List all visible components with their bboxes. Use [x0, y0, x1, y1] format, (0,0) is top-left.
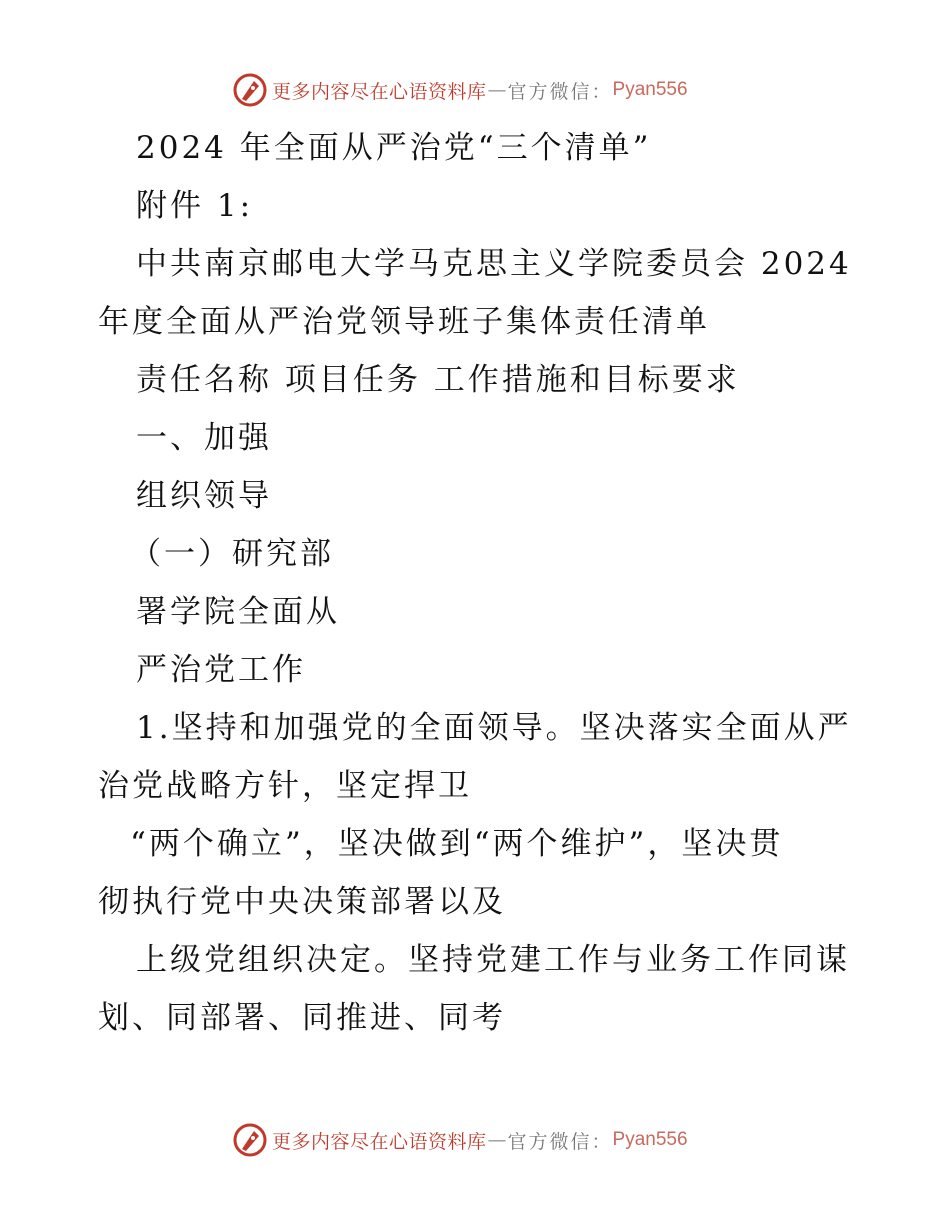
paragraph-line-4: 彻执行党中央决策部署以及 [98, 884, 506, 920]
pen-nib-logo-icon [232, 1122, 268, 1158]
heading-line-1: 中共南京邮电大学马克思主义学院委员会 2024 [136, 246, 852, 282]
watermark-footer [232, 1120, 732, 1160]
paragraph-line-5: 上级党组织决定。坚持党建工作与业务工作同谋 [136, 942, 850, 978]
watermark-wechat-label: 官方微信： [507, 80, 613, 103]
heading-line-2: 年度全面从严治党领导班子集体责任清单 [98, 304, 710, 340]
watermark-site-text: 更多内容尽在心语资料库 [272, 1130, 487, 1153]
paragraph-line-2: 治党战略方针，坚定捍卫 [98, 768, 472, 804]
paragraph-line-6: 划、同部署、同推进、同考 [98, 1000, 506, 1036]
section-title-line-1: 一、加强 [136, 420, 272, 456]
watermark-wechat-label: 官方微信： [507, 1130, 613, 1153]
item-title-line-2: 署学院全面从 [136, 594, 340, 630]
section-title-line-2: 组织领导 [136, 478, 272, 514]
watermark-wechat-id: Pyan556 [612, 79, 688, 100]
paragraph-line-1: 1.坚持和加强党的全面领导。坚决落实全面从严 [136, 710, 852, 746]
watermark-header [232, 70, 732, 110]
table-header-line: 责任名称 项目任务 工作措施和目标要求 [136, 362, 740, 398]
pen-nib-logo-icon [232, 72, 268, 108]
item-title-line-1: （一）研究部 [130, 536, 334, 572]
paragraph-line-3: “两个确立”，坚决做到“两个维护”，坚决贯 [130, 826, 784, 862]
item-title-line-3: 严治党工作 [136, 652, 306, 688]
doc-title-line: 2024 年全面从严治党“三个清单” [136, 130, 652, 166]
watermark-dash: — [487, 79, 507, 101]
watermark-wechat-id: Pyan556 [612, 1129, 688, 1150]
watermark-site-text: 更多内容尽在心语资料库 [272, 80, 487, 103]
watermark-dash: — [487, 1129, 507, 1151]
attachment-label: 附件 1: [136, 188, 254, 224]
